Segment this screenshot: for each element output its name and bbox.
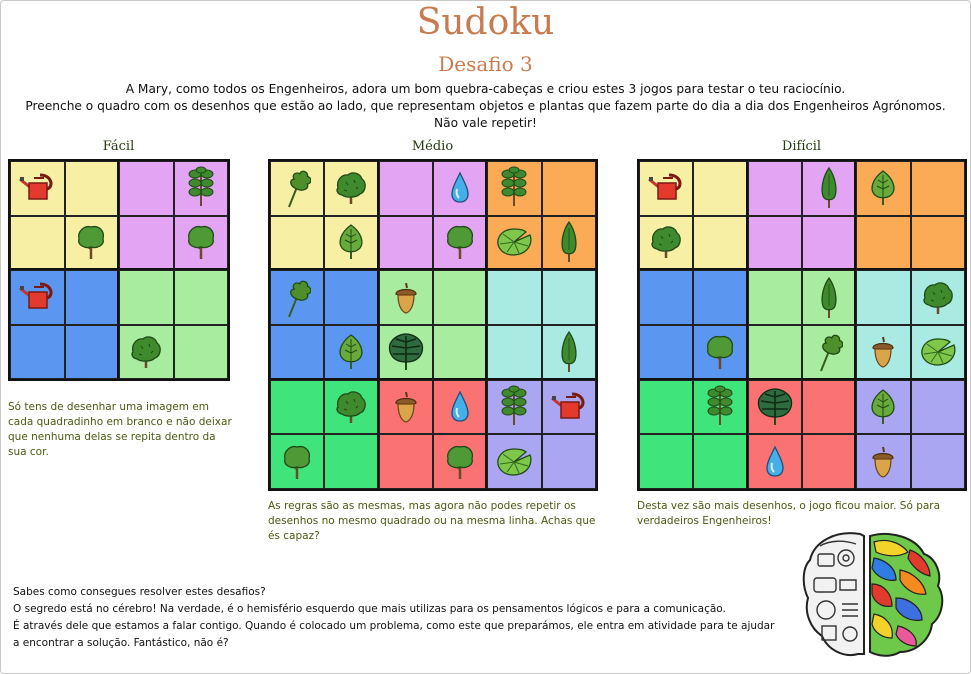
note-line: As regras são as mesmas, mas agora não podes repetir os xyxy=(268,500,576,512)
sudoku-cell[interactable] xyxy=(10,216,65,271)
sudoku-cell[interactable] xyxy=(119,216,174,271)
sudoku-cell[interactable] xyxy=(542,270,596,325)
sudoku-cell[interactable] xyxy=(433,380,487,435)
lily-pad-icon xyxy=(495,226,533,258)
sudoku-cell[interactable] xyxy=(487,380,541,435)
sudoku-cell[interactable] xyxy=(433,270,487,325)
acorn-icon xyxy=(392,280,420,316)
sudoku-cell[interactable] xyxy=(487,161,541,216)
sudoku-cell[interactable] xyxy=(433,325,487,380)
note-line: desenhos no mesmo quadrado ou na mesma linha. Achas que xyxy=(268,515,596,527)
leaf-icon xyxy=(336,333,366,371)
sudoku-cell[interactable] xyxy=(802,325,856,380)
tall-tree-icon xyxy=(706,385,734,429)
sudoku-cell[interactable] xyxy=(487,325,541,380)
note-line: Desta vez são mais desenhos, o jogo ficou maior. Só para xyxy=(637,500,941,512)
intro-line: Não vale repetir! xyxy=(434,116,537,130)
brain-illustration-icon xyxy=(800,528,962,664)
sudoku-cell[interactable] xyxy=(639,380,693,435)
bottom-line: a encontrar a solução. Fantástico, não é? xyxy=(13,637,229,649)
bush-icon xyxy=(649,224,683,260)
sudoku-cell[interactable] xyxy=(802,380,856,435)
sudoku-cell[interactable] xyxy=(542,325,596,380)
sudoku-cell[interactable] xyxy=(748,161,802,216)
puzzle-note-dificil xyxy=(637,499,967,529)
water-drop-icon xyxy=(449,171,471,205)
lily-pad-icon xyxy=(495,446,533,478)
sudoku-cell[interactable] xyxy=(693,380,747,435)
water-drop-icon xyxy=(764,445,786,479)
sudoku-cell[interactable] xyxy=(379,325,433,380)
sudoku-cell[interactable] xyxy=(856,325,910,380)
tall-tree-icon xyxy=(500,166,528,210)
sudoku-cell[interactable] xyxy=(542,216,596,271)
round-tree-icon xyxy=(185,223,217,261)
sudoku-cell[interactable] xyxy=(10,161,65,216)
sudoku-cell[interactable] xyxy=(379,161,433,216)
sudoku-cell[interactable] xyxy=(487,270,541,325)
cypress-icon xyxy=(818,276,840,320)
sudoku-cell[interactable] xyxy=(65,216,120,271)
sudoku-cell[interactable] xyxy=(639,434,693,489)
sudoku-cell[interactable] xyxy=(542,434,596,489)
sudoku-cell[interactable] xyxy=(856,216,910,271)
sudoku-cell[interactable] xyxy=(270,161,324,216)
note-line: verdadeiros Engenheiros! xyxy=(637,515,772,527)
watering-can-icon xyxy=(18,171,56,205)
puzzle-note-medio xyxy=(268,499,608,544)
sudoku-cell[interactable] xyxy=(856,434,910,489)
sudoku-cell[interactable] xyxy=(379,380,433,435)
sudoku-cell[interactable] xyxy=(270,380,324,435)
sudoku-cell[interactable] xyxy=(911,325,965,380)
page-subtitle: Desafio 3 xyxy=(438,52,533,76)
oak-leaf-icon xyxy=(283,277,311,319)
cypress-icon xyxy=(818,166,840,210)
sudoku-cell[interactable] xyxy=(693,325,747,380)
note-line: Só tens de desenhar uma imagem em xyxy=(8,401,209,413)
cypress-icon xyxy=(558,330,580,374)
tall-tree-icon xyxy=(500,385,528,429)
sudoku-cell[interactable] xyxy=(911,434,965,489)
sudoku-cell[interactable] xyxy=(748,325,802,380)
sudoku-cell[interactable] xyxy=(270,325,324,380)
sudoku-cell[interactable] xyxy=(693,270,747,325)
round-tree-icon xyxy=(75,223,107,261)
cypress-icon xyxy=(558,220,580,264)
round-tree-icon xyxy=(444,443,476,481)
water-drop-icon xyxy=(449,390,471,424)
sudoku-cell[interactable] xyxy=(693,216,747,271)
sudoku-cell[interactable] xyxy=(748,434,802,489)
note-line: sua cor. xyxy=(8,446,49,458)
puzzle-note-facil xyxy=(8,400,248,460)
sudoku-grid-medio xyxy=(268,159,598,491)
sudoku-cell[interactable] xyxy=(911,380,965,435)
bottom-text xyxy=(13,584,774,652)
sudoku-cell[interactable] xyxy=(379,216,433,271)
sudoku-cell[interactable] xyxy=(542,380,596,435)
sudoku-cell[interactable] xyxy=(119,325,174,380)
sudoku-grid-facil xyxy=(8,159,230,381)
sudoku-cell[interactable] xyxy=(802,434,856,489)
acorn-icon xyxy=(869,444,897,480)
acorn-icon xyxy=(869,334,897,370)
watering-can-icon xyxy=(550,390,588,424)
sudoku-cell[interactable] xyxy=(856,161,910,216)
sudoku-cell[interactable] xyxy=(639,325,693,380)
watering-can-icon xyxy=(18,280,56,314)
sudoku-cell[interactable] xyxy=(487,434,541,489)
sudoku-cell[interactable] xyxy=(10,270,65,325)
sudoku-cell[interactable] xyxy=(639,161,693,216)
sudoku-cell[interactable] xyxy=(802,216,856,271)
sudoku-cell[interactable] xyxy=(639,216,693,271)
sudoku-cell[interactable] xyxy=(324,434,378,489)
note-line: que nenhuma delas se repita dentro da xyxy=(8,431,216,443)
intro-line: A Mary, como todos os Engenheiros, adora um bom quebra-cabeças e criou estes 3 jogos para testar o teu raciocínio. xyxy=(125,82,846,96)
sudoku-cell[interactable] xyxy=(324,216,378,271)
leaf-icon xyxy=(868,388,898,426)
oak-leaf-icon xyxy=(283,167,311,209)
sudoku-cell[interactable] xyxy=(174,270,229,325)
sudoku-cell[interactable] xyxy=(119,161,174,216)
sudoku-cell[interactable] xyxy=(748,270,802,325)
sudoku-cell[interactable] xyxy=(174,161,229,216)
bush-icon xyxy=(334,170,368,206)
round-tree-icon xyxy=(704,333,736,371)
sudoku-cell[interactable] xyxy=(174,216,229,271)
note-line: cada quadradinho em branco e não deixar xyxy=(8,416,232,428)
sudoku-cell[interactable] xyxy=(379,270,433,325)
intro-text xyxy=(0,81,971,132)
sudoku-cell[interactable] xyxy=(748,216,802,271)
puzzle-label-medio: Médio xyxy=(411,139,454,154)
sudoku-cell[interactable] xyxy=(639,270,693,325)
bush-icon xyxy=(921,280,955,316)
sudoku-grid-dificil xyxy=(637,159,967,491)
sudoku-cell[interactable] xyxy=(748,380,802,435)
sudoku-cell[interactable] xyxy=(324,161,378,216)
intro-line: Preenche o quadro com os desenhos que estão ao lado, que representam objetos e plantas que fazem parte do dia a dia dos Engenheiros Agrónomos. xyxy=(25,99,946,113)
sudoku-cell[interactable] xyxy=(433,216,487,271)
acorn-icon xyxy=(392,389,420,425)
sudoku-cell[interactable] xyxy=(802,161,856,216)
sudoku-cell[interactable] xyxy=(270,270,324,325)
monstera-icon xyxy=(386,332,426,372)
sudoku-cell[interactable] xyxy=(324,270,378,325)
sudoku-cell[interactable] xyxy=(487,216,541,271)
sudoku-cell[interactable] xyxy=(10,325,65,380)
puzzle-label-facil: Fácil xyxy=(102,139,135,154)
round-tree-icon xyxy=(444,223,476,261)
sudoku-cell[interactable] xyxy=(542,161,596,216)
puzzle-label-dificil: Difícil xyxy=(781,139,822,154)
monstera-icon xyxy=(755,387,795,427)
sudoku-cell[interactable] xyxy=(65,270,120,325)
sudoku-cell[interactable] xyxy=(65,325,120,380)
lily-pad-icon xyxy=(919,336,957,368)
sudoku-cell[interactable] xyxy=(911,216,965,271)
bottom-line: O segredo está no cérebro! Na verdade, é o hemisfério esquerdo que mais utilizas para os pensamentos lógicos e para a comunicação. xyxy=(13,603,726,615)
sudoku-cell[interactable] xyxy=(693,434,747,489)
bush-icon xyxy=(334,389,368,425)
oak-leaf-icon xyxy=(815,331,843,373)
sudoku-cell[interactable] xyxy=(802,270,856,325)
sudoku-cell[interactable] xyxy=(379,434,433,489)
page-title: Sudoku xyxy=(416,2,555,43)
bottom-line: É através dele que estamos a falar contigo. Quando é colocado um problema, como este que preparámos, ele entra em atividade para te ajudar xyxy=(13,620,775,632)
leaf-icon xyxy=(868,169,898,207)
sudoku-cell[interactable] xyxy=(119,270,174,325)
sudoku-cell[interactable] xyxy=(324,380,378,435)
sudoku-cell[interactable] xyxy=(270,216,324,271)
leaf-icon xyxy=(336,223,366,261)
sudoku-cell[interactable] xyxy=(911,161,965,216)
sudoku-cell[interactable] xyxy=(174,325,229,380)
sudoku-cell[interactable] xyxy=(324,325,378,380)
sudoku-cell[interactable] xyxy=(693,161,747,216)
sudoku-cell[interactable] xyxy=(433,161,487,216)
bottom-line: Sabes como consegues resolver estes desafios? xyxy=(13,586,266,598)
sudoku-cell[interactable] xyxy=(856,270,910,325)
note-line: és capaz? xyxy=(268,530,320,542)
watering-can-icon xyxy=(647,171,685,205)
sudoku-cell[interactable] xyxy=(270,434,324,489)
sudoku-cell[interactable] xyxy=(911,270,965,325)
bush-icon xyxy=(129,334,163,370)
round-tree-icon xyxy=(281,443,313,481)
sudoku-cell[interactable] xyxy=(856,380,910,435)
sudoku-cell[interactable] xyxy=(433,434,487,489)
sudoku-cell[interactable] xyxy=(65,161,120,216)
tall-tree-icon xyxy=(187,166,215,210)
